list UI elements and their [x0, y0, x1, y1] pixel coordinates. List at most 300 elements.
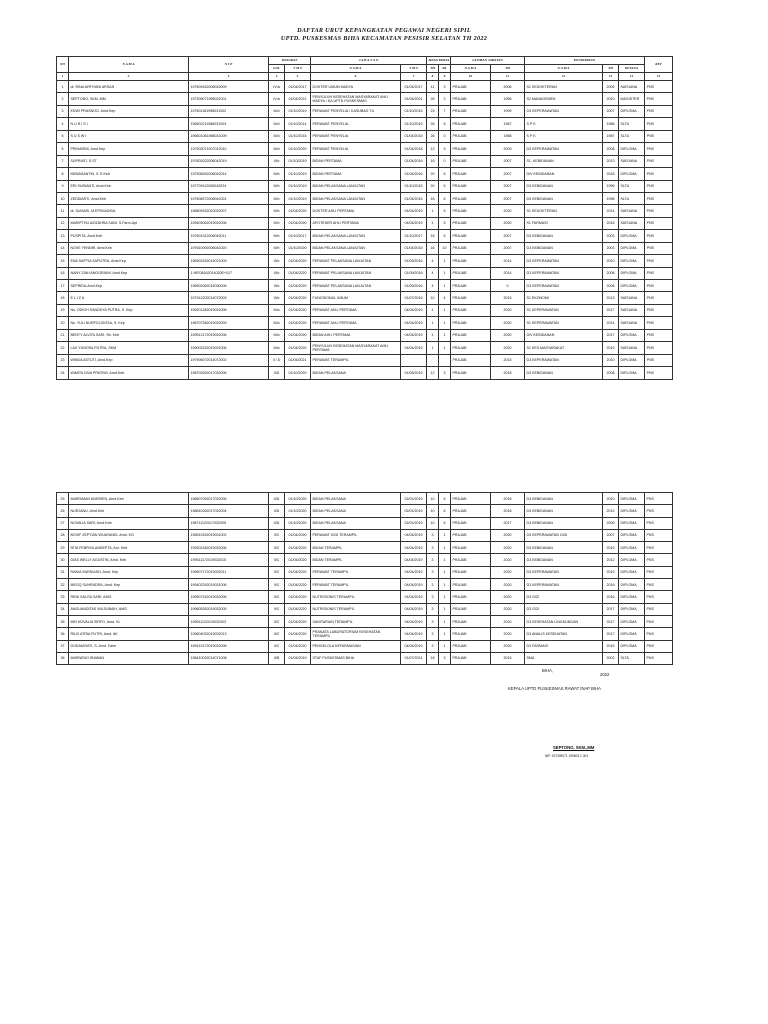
- cell-no: 38: [57, 652, 69, 664]
- cell-lth: 2006: [491, 81, 525, 93]
- cell-lth: 2020: [491, 603, 525, 615]
- cell-bl: 1: [439, 591, 451, 603]
- cell-nama: dr. RINA ARFIYANI ARSAN: [69, 81, 189, 93]
- cell-th: 1: [427, 217, 439, 229]
- cell-lth: 2007: [491, 192, 525, 204]
- cell-bl: 1: [439, 615, 451, 627]
- cell-pnama: S1 FARMASI: [525, 217, 603, 229]
- cell-th: 11: [427, 81, 439, 93]
- cell-pth: 2017: [603, 304, 619, 316]
- cell-gol: II/C: [269, 529, 285, 541]
- cell-nip: 197902071007012010: [189, 143, 269, 155]
- cell-lat: PRAJAB: [451, 242, 491, 254]
- cell-ket: PNS: [645, 579, 673, 591]
- table-row: [57, 292, 673, 304]
- cell-pth: 2016: [603, 579, 619, 591]
- cell-bl: 6: [439, 180, 451, 192]
- cell-nama: MENASANTIN, S.Tr.Keb: [69, 168, 189, 180]
- cell-jab: BIDAN PELAKSANA: [311, 493, 401, 505]
- cell-jtmt: 01/10/2015: [401, 118, 427, 130]
- cell-lat: PRAJAB: [451, 192, 491, 204]
- cell-gol: III/b: [269, 217, 285, 229]
- table-row: [57, 130, 673, 142]
- cell-gol: II/D: [269, 367, 285, 379]
- cell-pket: DIPLOMA: [619, 554, 645, 566]
- cell-th: 3: [427, 591, 439, 603]
- cell-pket: DIPLOMA: [619, 105, 645, 117]
- cell-gol: III/b: [269, 192, 285, 204]
- cell-jab: BIDAN PELAKSANA: [311, 505, 401, 517]
- column-number: 4: [269, 73, 285, 81]
- cell-jab: PERAWAT TERAMPIL: [311, 566, 401, 578]
- signature-name: SEPTONO, SKM.,MM: [553, 745, 595, 750]
- cell-lth: 2018: [491, 367, 525, 379]
- cell-pket: SARJANA: [619, 304, 645, 316]
- cell-jtmt: 04/04/2019: [401, 529, 427, 541]
- table-row: [57, 93, 673, 105]
- cell-pnama: DIV KEBIDANAN: [525, 168, 603, 180]
- header-nip: N I P: [189, 57, 269, 73]
- cell-lat: PRAJAB: [451, 317, 491, 329]
- cell-no: 3: [57, 105, 69, 117]
- cell-pnama: S1 KEPERAWATAN: [525, 317, 603, 329]
- cell-pnama: S1. KEBIDANAN: [525, 155, 603, 167]
- cell-tmt: 01/04/2020: [285, 304, 311, 316]
- cell-no: 8: [57, 168, 69, 180]
- cell-jtmt: 04/04/2019: [401, 579, 427, 591]
- cell-lth: 2020: [491, 591, 525, 603]
- cell-no: 13: [57, 230, 69, 242]
- cell-pket: DIPLOMA: [619, 255, 645, 267]
- cell-pnama: D3 FARMASI: [525, 640, 603, 652]
- cell-jtmt: 01/04/2015: [401, 242, 427, 254]
- cell-pket: SLTA: [619, 180, 645, 192]
- cell-nama: DIAS WELLY AGUSTIN, Amd. Keb: [69, 554, 189, 566]
- cell-nama: DODAMIYATI, S. Amd. Farm: [69, 640, 189, 652]
- cell-pket: DIPLOMA: [619, 242, 645, 254]
- cell-ket: PNS: [645, 603, 673, 615]
- cell-nip: 199302182019032006: [189, 542, 269, 554]
- cell-ket: PNS: [645, 652, 673, 664]
- cell-gol: II/C: [269, 591, 285, 603]
- cell-pnama: D3 KEBIDANAN: [525, 554, 603, 566]
- cell-pth: 2008: [603, 143, 619, 155]
- cell-bl: 5: [439, 217, 451, 229]
- header-no: NO: [57, 57, 69, 73]
- cell-nip: 198810262017032004: [189, 505, 269, 517]
- cell-th: 26: [427, 93, 439, 105]
- signature-year: 2022: [600, 672, 610, 677]
- cell-th: 3: [427, 640, 439, 652]
- cell-pth: 2003: [603, 230, 619, 242]
- table-body-page1: [57, 81, 673, 380]
- cell-tmt: 01/04/2020: [285, 329, 311, 341]
- cell-th: 13: [427, 143, 439, 155]
- table-row: [57, 354, 673, 366]
- cell-jtmt: 04/04/2019: [401, 329, 427, 341]
- column-number: 7: [401, 73, 427, 81]
- cell-no: 19: [57, 304, 69, 316]
- cell-ket: PNS: [645, 292, 673, 304]
- cell-th: 23: [427, 105, 439, 117]
- cell-ket: PNS: [645, 267, 673, 279]
- cell-gol: III/a: [269, 317, 285, 329]
- cell-nip: 197602022006042019: [189, 155, 269, 167]
- cell-pket: DIPLOMA: [619, 591, 645, 603]
- cell-lat: PRAJAB: [451, 517, 491, 529]
- cell-jab: BIDAN PELAKSANA LANJUTAN: [311, 242, 401, 254]
- cell-lth: 1996: [491, 93, 525, 105]
- cell-nama: SUPRIATI, S.ST: [69, 155, 189, 167]
- column-number: 9: [439, 73, 451, 81]
- cell-nip: 197912202014072003: [189, 292, 269, 304]
- cell-pnama: D3 KEPERAWATAN GIGI: [525, 529, 603, 541]
- cell-pket: SARJANA: [619, 81, 645, 93]
- cell-th: 1: [427, 205, 439, 217]
- cell-th: 18: [427, 652, 439, 664]
- cell-jab: PERAWAT AHLI PERTAMA: [311, 304, 401, 316]
- cell-lth: 0: [491, 280, 525, 292]
- cell-pth: 1998: [603, 192, 619, 204]
- cell-jab: PERAWAT TERAMPIL: [311, 579, 401, 591]
- cell-jab: SANITARIAN TERAMPIL: [311, 615, 401, 627]
- cell-nama: ANGUANDITAS WILSUBAIH, AMG: [69, 603, 189, 615]
- cell-nip: 199604032019032013: [189, 628, 269, 640]
- cell-ket: PNS: [645, 367, 673, 379]
- cell-nip: 198902062014030006: [189, 280, 269, 292]
- table-row: [57, 603, 673, 615]
- cell-th: 10: [427, 517, 439, 529]
- table-row: [57, 180, 673, 192]
- cell-jtmt: 01/10/2015: [401, 105, 427, 117]
- table-row: [57, 640, 673, 652]
- header-pend-th: TH: [603, 65, 619, 73]
- cell-gol: III/c: [269, 155, 285, 167]
- table-row: [57, 329, 673, 341]
- cell-lat: PRAJAB: [451, 180, 491, 192]
- cell-jtmt: 04/04/2019: [401, 205, 427, 217]
- table-row: [57, 255, 673, 267]
- cell-nama: ZEDDIARTI, Amd.Keb: [69, 192, 189, 204]
- cell-lat: PRAJAB: [451, 280, 491, 292]
- cell-pth: 2002: [603, 652, 619, 664]
- cell-ket: PNS: [645, 192, 673, 204]
- cell-th: 3: [427, 554, 439, 566]
- cell-ket: PNS: [645, 242, 673, 254]
- table-row: [57, 280, 673, 292]
- cell-jab: PERAWAT PENYELIA / KASUBAG TU: [311, 105, 401, 117]
- column-number: 5: [285, 73, 311, 81]
- cell-pth: 2013: [603, 155, 619, 167]
- cell-no: 7: [57, 155, 69, 167]
- cell-bl: 1: [439, 267, 451, 279]
- cell-ket: PNS: [645, 105, 673, 117]
- cell-nip: 199512172019032006: [189, 329, 269, 341]
- cell-nama: BOVIF ZEPTIAN WIJAYANDI, Amd. KG: [69, 529, 189, 541]
- cell-jtmt: 04/04/2019: [401, 566, 427, 578]
- cell-nip: 197906072014072002: [189, 354, 269, 366]
- cell-no: 20: [57, 317, 69, 329]
- table-row: [57, 542, 673, 554]
- cell-gol: II/C: [269, 603, 285, 615]
- cell-no: 26: [57, 505, 69, 517]
- cell-pnama: D3 KEBIDANAN: [525, 242, 603, 254]
- cell-tmt: 01/04/2017: [285, 81, 311, 93]
- cell-pnama: D3 KEPERAWATAN: [525, 354, 603, 366]
- column-number: 6: [311, 73, 401, 81]
- cell-jab: PENYULUH KESEHATAN MASYARAKAT AHLI MADYA / KA.UPTD PUSKESMAS: [311, 93, 401, 105]
- cell-bl: 8: [439, 118, 451, 130]
- cell-lat: PRAJAB: [451, 628, 491, 640]
- cell-nip: 196502211986031003: [189, 118, 269, 130]
- cell-pth: 2014: [603, 317, 619, 329]
- cell-gol: III/d: [269, 105, 285, 117]
- cell-bl: 1: [439, 603, 451, 615]
- cell-jtmt: 04/04/2019: [401, 628, 427, 640]
- cell-nama: ERI SURIANTI, Amd.Keb: [69, 180, 189, 192]
- cell-jab: PERAWAT TERAMPIL: [311, 354, 401, 366]
- cell-bl: 5: [439, 205, 451, 217]
- cell-pnama: D3 KEPERAWATAN: [525, 579, 603, 591]
- cell-gol: II / D: [269, 354, 285, 366]
- table-row: [57, 317, 673, 329]
- column-number: 14: [619, 73, 645, 81]
- cell-pth: 2013: [603, 292, 619, 304]
- cell-jab: BIDAN PELAKSANA: [311, 517, 401, 529]
- cell-no: 4: [57, 118, 69, 130]
- cell-no: 6: [57, 143, 69, 155]
- cell-tmt: 01/04/2019: [285, 652, 311, 664]
- cell-bl: 1: [439, 566, 451, 578]
- cell-nama: BENTY ALVITA SARI, Str. Keb: [69, 329, 189, 341]
- cell-nama: MARNENO IRAWAN: [69, 652, 189, 664]
- table-row: [57, 105, 673, 117]
- cell-lth: 2020: [491, 615, 525, 627]
- cell-pket: DIPLOMA: [619, 517, 645, 529]
- cell-pth: 2018: [603, 168, 619, 180]
- cell-lat: PRAJAB: [451, 640, 491, 652]
- header-pendidikan: PENDIDIKAN: [525, 57, 645, 65]
- cell-th: 3: [427, 542, 439, 554]
- cell-nip: 199201282019031006: [189, 304, 269, 316]
- cell-nip: 198707282019032009: [189, 317, 269, 329]
- cell-tmt: 01/04/2020: [285, 591, 311, 603]
- cell-ket: PNS: [645, 554, 673, 566]
- cell-nip: 196601081988031009: [189, 130, 269, 142]
- table-row: [57, 554, 673, 566]
- cell-nama: SEPTONO, SKM.,MM: [69, 93, 189, 105]
- cell-no: 34: [57, 603, 69, 615]
- cell-jtmt: 01/04/2015: [401, 192, 427, 204]
- cell-lth: 2015: [491, 354, 525, 366]
- cell-pket: DIPLOMA: [619, 230, 645, 242]
- document-title: DAFTAR URUT KEPANGKATAN PEGAWAI NEGERI SIPIL: [297, 27, 471, 34]
- cell-lat: PRAJAB: [451, 118, 491, 130]
- cell-pnama: D3 KEPERAWATAN: [525, 566, 603, 578]
- cell-jab: PENYULUH KESEHATAN MASYARAKAT AHLI PERTAMA: [311, 342, 401, 354]
- cell-ket: PNS: [645, 591, 673, 603]
- cell-lth: 2020: [491, 329, 525, 341]
- cell-lth: 2020: [491, 342, 525, 354]
- table-row: [57, 367, 673, 379]
- cell-lth: 1988: [491, 130, 525, 142]
- cell-tmt: 01/04/2020: [285, 542, 311, 554]
- cell-nama: RILVI ATRIA PUTRI, Amd. AK: [69, 628, 189, 640]
- cell-nama: MARIFTHU AZIZAHRA SANI, S.Farm.Apt: [69, 217, 189, 229]
- cell-pnama: D3 GIZI: [525, 603, 603, 615]
- cell-tmt: 01/04/2020: [285, 640, 311, 652]
- cell-nama: LAX YUNOSA PUTRA, SKM: [69, 342, 189, 354]
- cell-lat: PRAJAB: [451, 554, 491, 566]
- cell-pth: 2010: [603, 493, 619, 505]
- cell-pket: DIPLOMA: [619, 354, 645, 366]
- cell-nip: 198703262017032006: [189, 367, 269, 379]
- cell-lat: PRAJAB: [451, 615, 491, 627]
- header-gol: GOL: [269, 65, 285, 73]
- table-row: [57, 155, 673, 167]
- cell-no: 30: [57, 554, 69, 566]
- cell-gol: II/C: [269, 566, 285, 578]
- column-number: 11: [491, 73, 525, 81]
- cell-tmt: 01/10/2019: [285, 155, 311, 167]
- cell-nama: Ns. ODIGH SANGKYA PUTRA, S. Kep: [69, 304, 189, 316]
- cell-ket: PNS: [645, 217, 673, 229]
- cell-tmt: 01/04/2020: [285, 554, 311, 566]
- cell-nip: 199403062019032006: [189, 217, 269, 229]
- cell-tmt: 01/04/2020: [285, 579, 311, 591]
- cell-lat: PRAJAB: [451, 130, 491, 142]
- header-bl: BL: [439, 65, 451, 73]
- table-row: [57, 242, 673, 254]
- cell-jab: PERAWAT PENYELIA: [311, 118, 401, 130]
- cell-th: 16: [427, 155, 439, 167]
- cell-ket: PNS: [645, 342, 673, 354]
- cell-nip: 198510152019031002: [189, 529, 269, 541]
- cell-jtmt: 01/05/2019: [401, 367, 427, 379]
- cell-gol: III/c: [269, 280, 285, 292]
- cell-nip: 199002232019031006: [189, 342, 269, 354]
- cell-no: 11: [57, 205, 69, 217]
- cell-ket: PNS: [645, 168, 673, 180]
- cell-pth: 2007: [603, 529, 619, 541]
- cell-gol: II/D: [269, 505, 285, 517]
- cell-ket: PNS: [645, 205, 673, 217]
- cell-th: 10: [427, 292, 439, 304]
- table-row: [57, 517, 673, 529]
- cell-pnama: D3 KEBIDANAN: [525, 505, 603, 517]
- header-lat-th: TH: [491, 65, 525, 73]
- cell-gol: II/D: [269, 493, 285, 505]
- cell-th: 20: [427, 168, 439, 180]
- cell-lth: 2020: [491, 566, 525, 578]
- cell-th: 1: [427, 317, 439, 329]
- cell-bl: 6: [439, 230, 451, 242]
- table-row: [57, 267, 673, 279]
- cell-pth: 2008: [603, 267, 619, 279]
- cell-gol: II/D: [269, 517, 285, 529]
- table-row: [57, 566, 673, 578]
- cell-pth: 1987: [603, 130, 619, 142]
- cell-jtmt: 01/09/2016: [401, 267, 427, 279]
- cell-nip: 198809152020032007: [189, 205, 269, 217]
- cell-lth: 1999: [491, 105, 525, 117]
- cell-jtmt: 04/04/2019: [401, 603, 427, 615]
- cell-bl: 6: [439, 192, 451, 204]
- cell-nama: S U S W I: [69, 130, 189, 142]
- cell-jtmt: 01/10/2017: [401, 230, 427, 242]
- cell-tmt: 01/04/2020: [285, 628, 311, 640]
- cell-lat: PRAJAB: [451, 155, 491, 167]
- cell-pnama: D3 KEPERAWATAN: [525, 255, 603, 267]
- cell-lat: PRAJAB: [451, 329, 491, 341]
- cell-th: 26: [427, 118, 439, 130]
- cell-pket: DIPLOMA: [619, 542, 645, 554]
- cell-jab: BIDAN PERTAMA: [311, 168, 401, 180]
- cell-lth: 2014: [491, 267, 525, 279]
- cell-pket: DIPLOMA: [619, 628, 645, 640]
- cell-nip: 197508262006042014: [189, 168, 269, 180]
- cell-gol: III/d: [269, 130, 285, 142]
- header-lat-nama: N A M A: [451, 65, 491, 73]
- cell-lat: PRAJAB: [451, 493, 491, 505]
- cell-ket: PNS: [645, 118, 673, 130]
- cell-lth: 2015: [491, 292, 525, 304]
- cell-pth: 2015: [603, 342, 619, 354]
- cell-no: 12: [57, 217, 69, 229]
- cell-jtmt: 04/04/2019: [401, 615, 427, 627]
- cell-pket: DIPLOMA: [619, 505, 645, 517]
- cell-lth: 2020: [491, 529, 525, 541]
- cell-nama: NOVALIA SARI, Amd.Keb: [69, 517, 189, 529]
- cell-lth: 2018: [491, 493, 525, 505]
- cell-jab: PERAWAT PELAKSANA LANJUTAN: [311, 255, 401, 267]
- column-number: 13: [603, 73, 619, 81]
- cell-gol: III/c: [269, 292, 285, 304]
- column-number: 2: [69, 73, 189, 81]
- cell-pnama: S1 EKONOMI: [525, 292, 603, 304]
- cell-pth: 2012: [603, 554, 619, 566]
- cell-tmt: 01/04/2020: [285, 267, 311, 279]
- cell-gol: III/b: [269, 205, 285, 217]
- cell-pth: 2017: [603, 603, 619, 615]
- cell-lth: 2017: [491, 517, 525, 529]
- cell-nama: RANIA SARDIASH, Amd. Kep: [69, 566, 189, 578]
- cell-nama: WINDA ASTUTI, Amd.Kep: [69, 354, 189, 366]
- header-masa-kerja: MASA KERJA: [427, 57, 451, 65]
- cell-th: 1: [427, 342, 439, 354]
- cell-lat: PRAJAB: [451, 505, 491, 517]
- table-row: [57, 615, 673, 627]
- cell-th: 4: [427, 267, 439, 279]
- cell-bl: 0: [439, 130, 451, 142]
- table-row: [57, 505, 673, 517]
- cell-gol: II/C: [269, 554, 285, 566]
- cell-pket: SLTA: [619, 652, 645, 664]
- cell-no: 33: [57, 591, 69, 603]
- cell-no: 2: [57, 93, 69, 105]
- cell-bl: 1: [439, 579, 451, 591]
- cell-jab: BIDAN PERTAMA: [311, 155, 401, 167]
- cell-pket: DIPLOMA: [619, 640, 645, 652]
- cell-nip: 198607092017032006: [189, 493, 269, 505]
- cell-pnama: D3 KEPERAWATAN: [525, 267, 603, 279]
- cell-bl: 0: [439, 155, 451, 167]
- cell-jtmt: 02/01/2019: [401, 517, 427, 529]
- cell-jab: PERAWAT AHLI PERTAMA: [311, 317, 401, 329]
- cell-bl: 9: [439, 143, 451, 155]
- column-number: 3: [189, 73, 269, 81]
- header-jab-tmt: T M T: [401, 65, 427, 73]
